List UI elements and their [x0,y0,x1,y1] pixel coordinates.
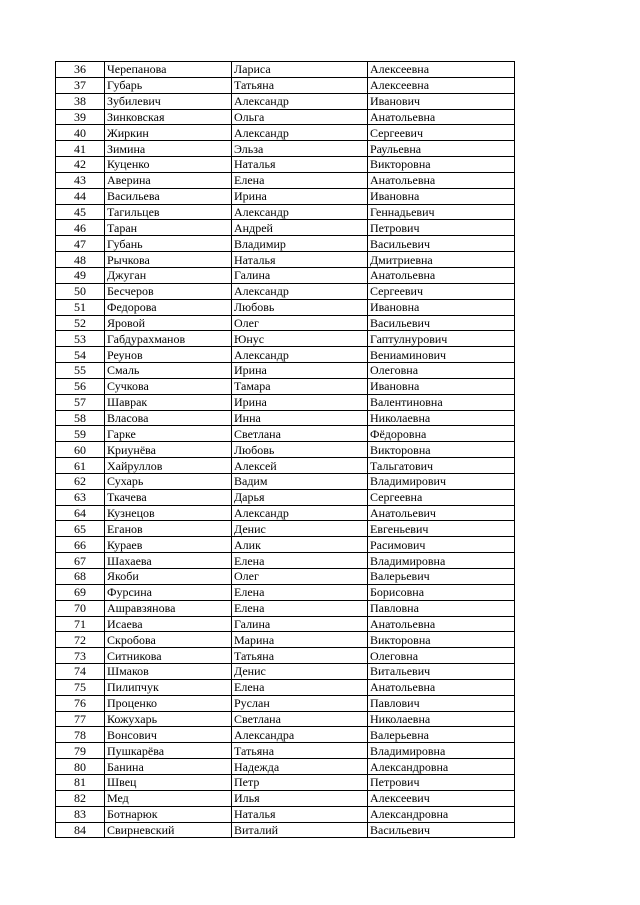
table-row [56,347,515,363]
surname-cell: Рычкова [105,252,232,268]
surname-cell: Шахаева [105,553,232,569]
first-name-cell: Светлана [232,711,368,727]
table-row [56,822,515,838]
surname-cell: Джуган [105,267,232,283]
row-number-cell: 37 [56,77,105,93]
first-name-cell: Алексей [232,458,368,474]
first-name-cell: Юнус [232,331,368,347]
table-row [56,473,515,489]
patronymic-cell: Владимировна [368,553,515,569]
patronymic-cell: Валерьевна [368,727,515,743]
patronymic-cell: Раульевна [368,141,515,157]
first-name-cell: Галина [232,616,368,632]
patronymic-cell: Тальгатович [368,458,515,474]
table-row [56,616,515,632]
names-table [55,61,515,838]
first-name-cell: Виталий [232,822,368,838]
surname-cell: Ткачева [105,489,232,505]
table-row [56,141,515,157]
patronymic-cell: Алексеевич [368,790,515,806]
row-number-cell: 77 [56,711,105,727]
row-number-cell: 40 [56,125,105,141]
surname-cell: Кураев [105,537,232,553]
patronymic-cell: Анатольевна [368,616,515,632]
patronymic-cell: Гаптулнурович [368,331,515,347]
row-number-cell: 73 [56,648,105,664]
patronymic-cell: Фёдоровна [368,426,515,442]
row-number-cell: 68 [56,569,105,585]
first-name-cell: Александр [232,347,368,363]
row-number-cell: 44 [56,188,105,204]
patronymic-cell: Дмитриевна [368,252,515,268]
patronymic-cell: Анатольевич [368,505,515,521]
row-number-cell: 38 [56,93,105,109]
surname-cell: Пилипчук [105,679,232,695]
table-row [56,632,515,648]
table-row [56,584,515,600]
table-row [56,648,515,664]
table-row [56,774,515,790]
surname-cell: Хайруллов [105,458,232,474]
surname-cell: Губарь [105,77,232,93]
surname-cell: Реунов [105,347,232,363]
first-name-cell: Елена [232,600,368,616]
row-number-cell: 52 [56,315,105,331]
surname-cell: Зубилевич [105,93,232,109]
first-name-cell: Ольга [232,109,368,125]
patronymic-cell: Сергеевна [368,489,515,505]
first-name-cell: Владимир [232,236,368,252]
patronymic-cell: Алексеевна [368,77,515,93]
table-row [56,537,515,553]
row-number-cell: 50 [56,283,105,299]
table-row [56,458,515,474]
row-number-cell: 66 [56,537,105,553]
first-name-cell: Олег [232,315,368,331]
patronymic-cell: Ивановна [368,299,515,315]
row-number-cell: 41 [56,141,105,157]
table-row [56,553,515,569]
table-row [56,394,515,410]
row-number-cell: 54 [56,347,105,363]
first-name-cell: Денис [232,664,368,680]
surname-cell: Аверина [105,172,232,188]
table-row [56,363,515,379]
first-name-cell: Александр [232,125,368,141]
surname-cell: Зимина [105,141,232,157]
row-number-cell: 81 [56,774,105,790]
row-number-cell: 53 [56,331,105,347]
patronymic-cell: Васильевич [368,236,515,252]
table-row [56,600,515,616]
first-name-cell: Эльза [232,141,368,157]
table-row [56,679,515,695]
first-name-cell: Наталья [232,252,368,268]
table-row [56,62,515,78]
row-number-cell: 84 [56,822,105,838]
first-name-cell: Татьяна [232,743,368,759]
surname-cell: Смаль [105,363,232,379]
row-number-cell: 60 [56,442,105,458]
row-number-cell: 62 [56,473,105,489]
patronymic-cell: Васильевич [368,822,515,838]
table-row [56,426,515,442]
row-number-cell: 63 [56,489,105,505]
table-row [56,157,515,173]
surname-cell: Еганов [105,521,232,537]
row-number-cell: 64 [56,505,105,521]
table-row [56,664,515,680]
patronymic-cell: Александровна [368,806,515,822]
row-number-cell: 78 [56,727,105,743]
surname-cell: Шаврак [105,394,232,410]
table-row [56,569,515,585]
surname-cell: Проценко [105,695,232,711]
first-name-cell: Татьяна [232,77,368,93]
first-name-cell: Инна [232,410,368,426]
first-name-cell: Дарья [232,489,368,505]
table-row [56,331,515,347]
table-row [56,711,515,727]
patronymic-cell: Ивановна [368,378,515,394]
patronymic-cell: Викторовна [368,632,515,648]
row-number-cell: 82 [56,790,105,806]
first-name-cell: Андрей [232,220,368,236]
row-number-cell: 61 [56,458,105,474]
surname-cell: Таран [105,220,232,236]
table-row [56,442,515,458]
row-number-cell: 49 [56,267,105,283]
surname-cell: Бесчеров [105,283,232,299]
surname-cell: Криунёва [105,442,232,458]
surname-cell: Вонсович [105,727,232,743]
surname-cell: Ситникова [105,648,232,664]
patronymic-cell: Анатольевна [368,172,515,188]
first-name-cell: Галина [232,267,368,283]
surname-cell: Зинковская [105,109,232,125]
row-number-cell: 48 [56,252,105,268]
row-number-cell: 65 [56,521,105,537]
surname-cell: Мед [105,790,232,806]
first-name-cell: Татьяна [232,648,368,664]
row-number-cell: 42 [56,157,105,173]
patronymic-cell: Павловна [368,600,515,616]
table-row [56,283,515,299]
table-row [56,521,515,537]
row-number-cell: 80 [56,759,105,775]
row-number-cell: 58 [56,410,105,426]
patronymic-cell: Владимирович [368,473,515,489]
patronymic-cell: Ивановна [368,188,515,204]
patronymic-cell: Петрович [368,220,515,236]
table-row [56,188,515,204]
surname-cell: Скробова [105,632,232,648]
surname-cell: Губань [105,236,232,252]
surname-cell: Пушкарёва [105,743,232,759]
row-number-cell: 51 [56,299,105,315]
patronymic-cell: Анатольевна [368,109,515,125]
row-number-cell: 57 [56,394,105,410]
first-name-cell: Лариса [232,62,368,78]
patronymic-cell: Васильевич [368,315,515,331]
table-row [56,252,515,268]
row-number-cell: 83 [56,806,105,822]
surname-cell: Ашравзянова [105,600,232,616]
surname-cell: Шмаков [105,664,232,680]
row-number-cell: 55 [56,363,105,379]
first-name-cell: Любовь [232,299,368,315]
patronymic-cell: Витальевич [368,664,515,680]
table-row [56,727,515,743]
patronymic-cell: Вениаминович [368,347,515,363]
table-row [56,77,515,93]
row-number-cell: 71 [56,616,105,632]
patronymic-cell: Алексеевна [368,62,515,78]
surname-cell: Якоби [105,569,232,585]
first-name-cell: Елена [232,553,368,569]
patronymic-cell: Николаевна [368,410,515,426]
row-number-cell: 70 [56,600,105,616]
first-name-cell: Наталья [232,806,368,822]
table-row [56,759,515,775]
surname-cell: Сухарь [105,473,232,489]
patronymic-cell: Расимович [368,537,515,553]
row-number-cell: 46 [56,220,105,236]
row-number-cell: 59 [56,426,105,442]
row-number-cell: 74 [56,664,105,680]
patronymic-cell: Сергеевич [368,125,515,141]
first-name-cell: Александр [232,204,368,220]
first-name-cell: Александр [232,93,368,109]
first-name-cell: Наталья [232,157,368,173]
first-name-cell: Александр [232,283,368,299]
surname-cell: Кузнецов [105,505,232,521]
surname-cell: Ботнарюк [105,806,232,822]
table-row [56,299,515,315]
patronymic-cell: Владимировна [368,743,515,759]
table-row [56,93,515,109]
surname-cell: Кожухарь [105,711,232,727]
patronymic-cell: Павлович [368,695,515,711]
table-row [56,505,515,521]
first-name-cell: Надежда [232,759,368,775]
surname-cell: Исаева [105,616,232,632]
first-name-cell: Елена [232,584,368,600]
surname-cell: Жиркин [105,125,232,141]
patronymic-cell: Сергеевич [368,283,515,299]
first-name-cell: Петр [232,774,368,790]
first-name-cell: Светлана [232,426,368,442]
table-row [56,806,515,822]
first-name-cell: Ирина [232,363,368,379]
surname-cell: Гарке [105,426,232,442]
surname-cell: Свирневский [105,822,232,838]
patronymic-cell: Анатольевна [368,679,515,695]
patronymic-cell: Геннадьевич [368,204,515,220]
row-number-cell: 67 [56,553,105,569]
patronymic-cell: Валерьевич [368,569,515,585]
patronymic-cell: Анатольевна [368,267,515,283]
row-number-cell: 76 [56,695,105,711]
table-row [56,790,515,806]
patronymic-cell: Олеговна [368,363,515,379]
patronymic-cell: Иванович [368,93,515,109]
table-row [56,204,515,220]
patronymic-cell: Валентиновна [368,394,515,410]
first-name-cell: Ирина [232,188,368,204]
row-number-cell: 56 [56,378,105,394]
patronymic-cell: Николаевна [368,711,515,727]
row-number-cell: 75 [56,679,105,695]
table-row [56,220,515,236]
patronymic-cell: Борисовна [368,584,515,600]
surname-cell: Власова [105,410,232,426]
first-name-cell: Тамара [232,378,368,394]
first-name-cell: Марина [232,632,368,648]
first-name-cell: Любовь [232,442,368,458]
first-name-cell: Илья [232,790,368,806]
surname-cell: Габдурахманов [105,331,232,347]
first-name-cell: Олег [232,569,368,585]
table-row [56,236,515,252]
row-number-cell: 47 [56,236,105,252]
table-row [56,109,515,125]
table-row [56,410,515,426]
row-number-cell: 69 [56,584,105,600]
table-row [56,125,515,141]
row-number-cell: 43 [56,172,105,188]
surname-cell: Тагильцев [105,204,232,220]
first-name-cell: Елена [232,679,368,695]
surname-cell: Яровой [105,315,232,331]
table-row [56,489,515,505]
patronymic-cell: Евгеньевич [368,521,515,537]
row-number-cell: 36 [56,62,105,78]
surname-cell: Куценко [105,157,232,173]
row-number-cell: 79 [56,743,105,759]
patronymic-cell: Викторовна [368,157,515,173]
surname-cell: Банина [105,759,232,775]
row-number-cell: 39 [56,109,105,125]
first-name-cell: Ирина [232,394,368,410]
surname-cell: Черепанова [105,62,232,78]
surname-cell: Швец [105,774,232,790]
table-row [56,267,515,283]
row-number-cell: 45 [56,204,105,220]
table-row [56,695,515,711]
first-name-cell: Руслан [232,695,368,711]
first-name-cell: Денис [232,521,368,537]
first-name-cell: Александр [232,505,368,521]
patronymic-cell: Олеговна [368,648,515,664]
first-name-cell: Вадим [232,473,368,489]
surname-cell: Сучкова [105,378,232,394]
first-name-cell: Александра [232,727,368,743]
names-table-body [56,62,515,838]
row-number-cell: 72 [56,632,105,648]
surname-cell: Фурсина [105,584,232,600]
patronymic-cell: Викторовна [368,442,515,458]
table-row [56,172,515,188]
first-name-cell: Алик [232,537,368,553]
table-row [56,743,515,759]
surname-cell: Федорова [105,299,232,315]
patronymic-cell: Петрович [368,774,515,790]
table-row [56,378,515,394]
surname-cell: Васильева [105,188,232,204]
table-row [56,315,515,331]
first-name-cell: Елена [232,172,368,188]
patronymic-cell: Александровна [368,759,515,775]
